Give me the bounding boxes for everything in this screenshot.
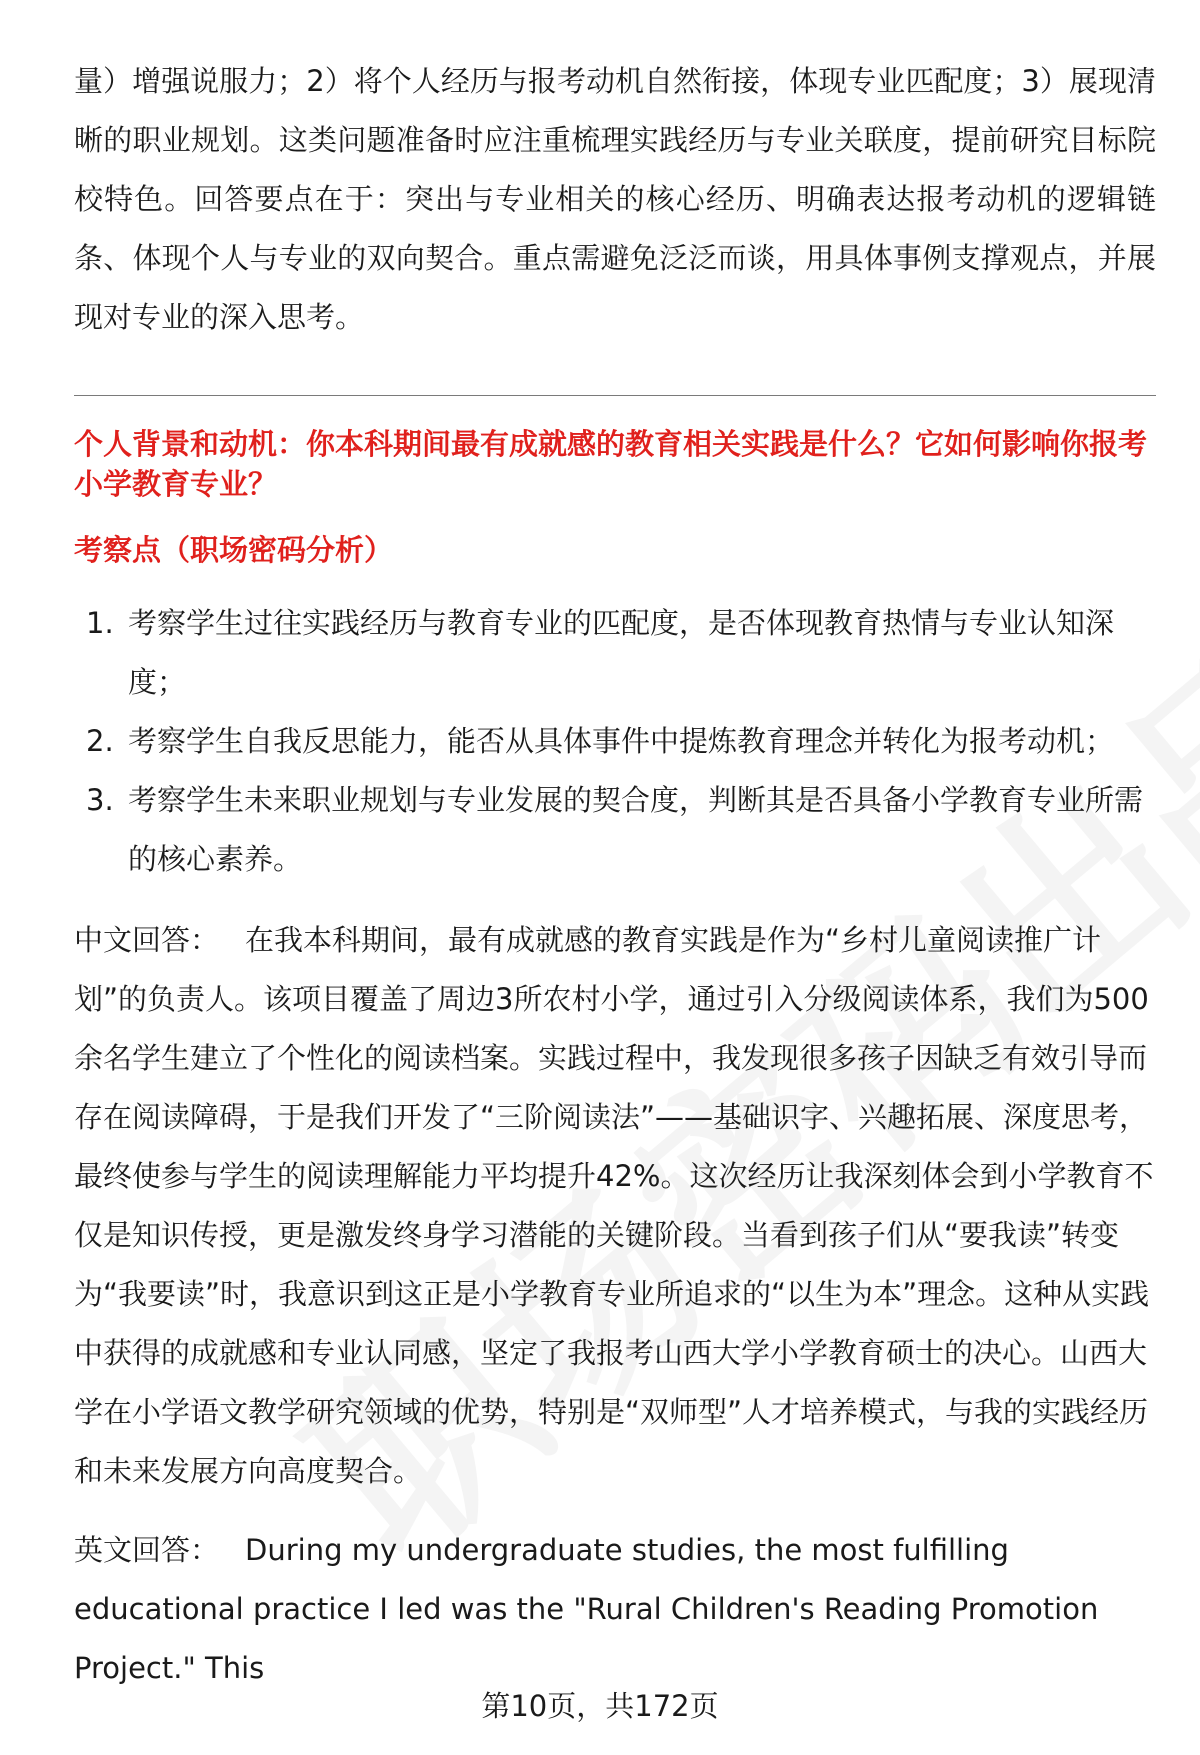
english-answer-text: During my undergraduate studies, the most fulfilling educational practice I led was the "Rural Children's Reading Promotion Project." This	[74, 1533, 1099, 1685]
list-item	[74, 771, 1156, 889]
chinese-answer-label: 中文回答：	[74, 923, 220, 957]
chinese-answer-text: 在我本科期间，最有成就感的教育实践是作为“乡村儿童阅读推广计划”的负责人。该项目覆盖了周边3所农村小学，通过引入分级阅读体系，我们为500余名学生建立了个性化的阅读档案。实践过程中，我发现很多孩子因缺乏有效引导而存在阅读障碍，于是我们开发了“三阶阅读法”——基础识字、兴趣拓展、深度思考，最终使参与学生的阅读理解能力平均提升42%。这次经历让我深刻体会到小学教育不仅是知识传授，更是激发终身学习潜能的关键阶段。当看到孩子们从“要我读”转变为“我要读”时，我意识到这正是小学教育专业所追求的“以生为本”理念。这种从实践中获得的成就感和专业认同感，坚定了我报考山西大学小学教育硕士的决心。山西大学在小学语文教学研究领域的优势，特别是“双师型”人才培养模式，与我的实践经历和未来发展方向高度契合。	[74, 923, 1154, 1488]
question-heading: 个人背景和动机：你本科期间最有成就感的教育相关实践是什么？它如何影响你报考小学教育专业？	[74, 427, 1148, 501]
section-divider	[74, 395, 1156, 396]
list-item	[74, 594, 1156, 712]
list-item-text: 考察学生过往实践经历与教育专业的匹配度，是否体现教育热情与专业认知深度；	[128, 606, 1115, 699]
list-item-number: 2.	[86, 724, 114, 758]
list-item-number: 1.	[86, 606, 114, 640]
list-item-number: 3.	[86, 783, 114, 817]
list-item-text: 考察学生自我反思能力，能否从具体事件中提炼教育理念并转化为报考动机；	[128, 724, 1115, 758]
english-answer-label: 英文回答：	[74, 1533, 220, 1567]
analysis-points-list	[74, 594, 1156, 889]
intro-paragraph: 量）增强说服力；2）将个人经历与报考动机自然衔接，体现专业匹配度；3）展现清晰的职业规划。这类问题准备时应注重梳理实践经历与专业关联度，提前研究目标院校特色。回答要点在于：突出与专业相关的核心经历、明确表达报考动机的逻辑链条、体现个人与专业的双向契合。重点需避免泛泛而谈，用具体事例支撑观点，并展现对专业的深入思考。	[74, 64, 1156, 334]
page-content	[74, 52, 1156, 1698]
list-item	[74, 712, 1156, 771]
list-item-text: 考察学生未来职业规划与专业发展的契合度，判断其是否具备小学教育专业所需的核心素养。	[128, 783, 1144, 876]
chinese-answer	[74, 911, 1156, 1501]
page-number: 第10页，共172页	[481, 1689, 719, 1723]
english-answer	[74, 1521, 1156, 1698]
analysis-subheading: 考察点（职场密码分析）	[74, 533, 394, 567]
